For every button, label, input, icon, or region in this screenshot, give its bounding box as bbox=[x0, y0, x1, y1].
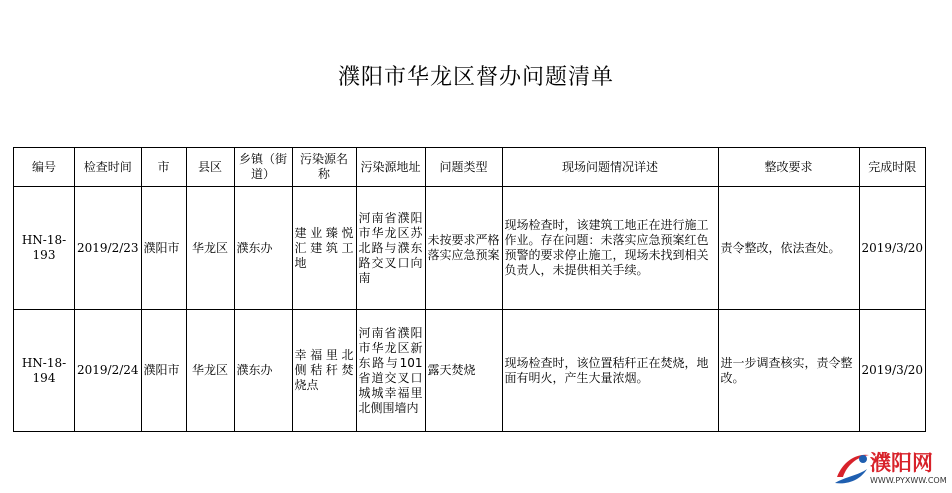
cell-deadline: 2019/3/20 bbox=[859, 310, 926, 432]
swoosh-logo-icon bbox=[833, 447, 871, 491]
cell-source-address: 河南省濮阳市华龙区苏北路与濮东路交叉口向南 bbox=[356, 187, 425, 310]
header-county: 县区 bbox=[186, 148, 234, 187]
table-row bbox=[14, 310, 926, 432]
cell-details: 现场检查时，该建筑工地正在进行施工作业。存在问题：未落实应急预案红色预警的要求停止施工，现场未找到相关负责人，未提供相关手续。 bbox=[502, 187, 718, 310]
cell-county: 华龙区 bbox=[186, 187, 234, 310]
cell-county: 华龙区 bbox=[186, 310, 234, 432]
header-details: 现场问题情况详述 bbox=[502, 148, 718, 187]
header-city: 市 bbox=[141, 148, 186, 187]
header-source-address: 污染源地址 bbox=[356, 148, 425, 187]
cell-details: 现场检查时，该位置秸秆正在焚烧，地面有明火，产生大量浓烟。 bbox=[502, 310, 718, 432]
site-watermark-logo bbox=[833, 447, 951, 491]
header-deadline: 完成时限 bbox=[859, 148, 926, 187]
header-source-name: 污染源名称 bbox=[292, 148, 356, 187]
watermark-url: WWW.PYXWW.COM bbox=[870, 476, 947, 485]
cell-check-time: 2019/2/23 bbox=[75, 187, 142, 310]
cell-id: HN-18-194 bbox=[14, 310, 75, 432]
watermark-name: 濮阳网 bbox=[870, 451, 933, 475]
header-town: 乡镇（街道） bbox=[234, 148, 292, 187]
document-title: 濮阳市华龙区督办问题清单 bbox=[337, 65, 614, 90]
header-requirement: 整改要求 bbox=[718, 148, 859, 187]
cell-city: 濮阳市 bbox=[141, 310, 186, 432]
header-issue-type: 问题类型 bbox=[425, 148, 502, 187]
cell-city: 濮阳市 bbox=[141, 187, 186, 310]
cell-town: 濮东办 bbox=[234, 187, 292, 310]
issue-table bbox=[13, 147, 926, 432]
cell-id: HN-18-193 bbox=[14, 187, 75, 310]
cell-check-time: 2019/2/24 bbox=[75, 310, 142, 432]
cell-requirement: 进一步调查核实，责令整改。 bbox=[718, 310, 859, 432]
table-header-row bbox=[14, 148, 926, 187]
header-check-time: 检查时间 bbox=[75, 148, 142, 187]
cell-issue-type: 未按要求严格落实应急预案 bbox=[425, 187, 502, 310]
cell-source-address: 河南省濮阳市华龙区新东路与101省道交叉口城城幸福里北侧围墙内 bbox=[356, 310, 425, 432]
cell-issue-type: 露天焚烧 bbox=[425, 310, 502, 432]
cell-town: 濮东办 bbox=[234, 310, 292, 432]
cell-requirement: 责令整改，依法查处。 bbox=[718, 187, 859, 310]
cell-deadline: 2019/3/20 bbox=[859, 187, 926, 310]
cell-source-name: 幸福里北侧秸秆焚烧点 bbox=[292, 310, 356, 432]
table-row bbox=[14, 187, 926, 310]
header-id: 编号 bbox=[14, 148, 75, 187]
cell-source-name: 建业臻悦汇建筑工地 bbox=[292, 187, 356, 310]
